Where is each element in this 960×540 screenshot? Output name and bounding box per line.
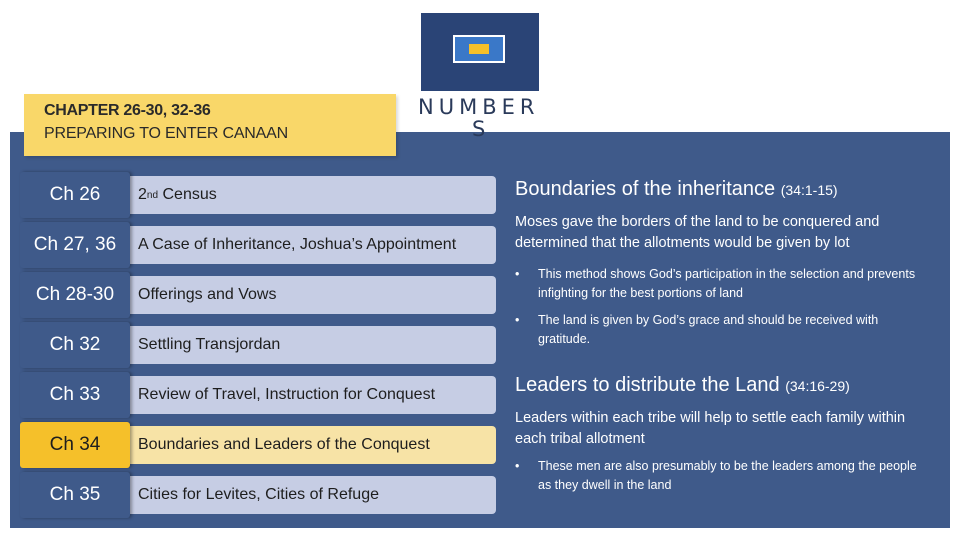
chapter-description xyxy=(126,176,496,214)
book-title-line1: NUMBER xyxy=(418,95,540,119)
chapter-description: Cities for Levites, Cities of Refuge xyxy=(126,476,496,514)
leaders-heading xyxy=(515,374,850,397)
leaders-heading-text: Leaders to distribute the Land xyxy=(515,374,780,396)
boundaries-heading-text: Boundaries of the inheritance xyxy=(515,178,776,200)
book-logo xyxy=(421,13,539,91)
boundaries-paragraph: Moses gave the borders of the land to be conquered and determined that the allotments would be given by lot xyxy=(515,214,880,251)
description-text: Census xyxy=(162,186,217,203)
chapter-row[interactable] xyxy=(20,376,496,414)
leaders-paragraph: Leaders within each tribe will help to settle each family within each tribal allotment xyxy=(515,410,906,447)
book-title xyxy=(418,96,542,140)
chapter-header xyxy=(24,94,396,156)
chapter-tab[interactable]: Ch 26 xyxy=(20,172,130,218)
book-title-line2: S xyxy=(472,117,491,141)
chapter-description: Settling Transjordan xyxy=(126,326,496,364)
chapter-tab[interactable]: Ch 28-30 xyxy=(20,272,130,318)
chapter-tab[interactable]: Ch 35 xyxy=(20,472,130,518)
boundaries-ref: (34:1-15) xyxy=(780,182,838,198)
bullet-icon: • xyxy=(515,267,520,281)
chapter-row[interactable] xyxy=(20,226,496,264)
bullet-icon: • xyxy=(515,459,520,473)
leaders-ref: (34:16-29) xyxy=(785,378,850,394)
chapter-row[interactable] xyxy=(20,176,496,214)
chapter-tab[interactable]: Ch 32 xyxy=(20,322,130,368)
chapter-row[interactable] xyxy=(20,476,496,514)
chapter-description: Review of Travel, Instruction for Conquest xyxy=(126,376,496,414)
chapter-range: CHAPTER 26-30, 32-36 xyxy=(44,102,211,119)
chapter-row[interactable] xyxy=(20,326,496,364)
bullet-text: This method shows God’s participation in the selection and prevents infighting for the best portions of land xyxy=(538,267,916,300)
chapter-row-active[interactable] xyxy=(20,426,496,464)
chapter-subtitle: PREPARING TO ENTER CANAAN xyxy=(44,125,288,142)
bullet-text: These men are also presumably to be the leaders among the people as they dwell in the land xyxy=(538,459,917,492)
logo-core-icon xyxy=(469,44,489,54)
chapter-tab[interactable]: Ch 27, 36 xyxy=(20,222,130,268)
logo-frame-icon xyxy=(453,35,505,63)
chapter-tab[interactable]: Ch 33 xyxy=(20,372,130,418)
ordinal-suffix: nd xyxy=(146,189,159,201)
chapter-description: A Case of Inheritance, Joshua’s Appointment xyxy=(126,226,496,264)
chapter-tab[interactable]: Ch 34 xyxy=(20,422,130,468)
chapter-description: Boundaries and Leaders of the Conquest xyxy=(126,426,496,464)
boundaries-heading xyxy=(515,178,838,201)
ordinal-number: 2 xyxy=(138,186,147,203)
chapter-row[interactable] xyxy=(20,276,496,314)
bullet-icon: • xyxy=(515,313,520,327)
chapter-description: Offerings and Vows xyxy=(126,276,496,314)
bullet-text: The land is given by God’s grace and should be received with gratitude. xyxy=(538,313,879,346)
